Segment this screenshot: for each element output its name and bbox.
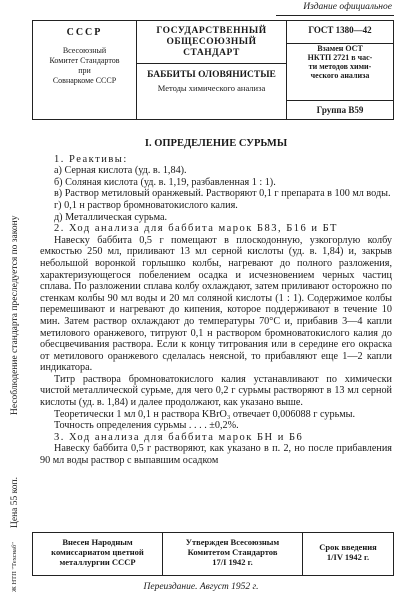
replaces-line: ти методов хими- bbox=[308, 62, 372, 71]
paragraph: Навеску баббита 0,5 г помещают в плоскодонную, узкогорлую колбу емкостью 250 мл, приливают 13 мл серной кислоты (уд. в. 1,84) и, закрыв небольшой воронкой горлышко колбы, нагревают до полного разложения, характеризующегося побелением осадка и исчезновением черных частиц сплава. По разложении сплава колбу охлаждают, затем приливают осторожно по стенкам колбы 90 мл воды и 20 мл соляной кислоты (1 : 1). Содержимое колбы перемешивают и нагревают до кипения, которое поддерживают в течение 10 мин. Затем раствор охлаждают до температуры 70°С и, прибавив 3—4 капли метилового оранжевого, титруют 0,1 н раствором бромноватокислого калия до обесцвечивания раствора. Если к концу титрования или в середине его окраска от метилового оранжевого сделалась неясной, то прибавляют еще 1—2 капли индикатора. bbox=[40, 234, 392, 374]
reprint-note: Переиздание. Август 1952 г. bbox=[143, 582, 259, 592]
side-legal-notice: Несоблюдение стандарта преследуется по закону bbox=[10, 215, 20, 415]
effective-line: Срок введения bbox=[319, 542, 377, 552]
paragraph: Теоретически 1 мл 0,1 н раствора KBrO₃ отвечает 0,006088 г сурьмы. bbox=[54, 408, 356, 420]
state-standard-heading bbox=[137, 26, 286, 59]
effective-date-cell bbox=[303, 533, 393, 575]
approved-line: 17/I 1942 г. bbox=[212, 557, 253, 567]
introduced-by-cell bbox=[33, 533, 163, 575]
state-standard-line: ОБЩЕСОЮЗНЫЙ СТАНДАРТ bbox=[166, 37, 257, 58]
header-table bbox=[32, 20, 394, 120]
divider bbox=[287, 100, 393, 101]
section-title: I. ОПРЕДЕЛЕНИЕ СУРЬМЫ bbox=[144, 138, 288, 149]
replaces-note bbox=[287, 44, 393, 80]
paragraph: Навеску баббита 0,5 г растворяют, как указано в п. 2, но после прибавления 90 мл воды раствор с выпавшим осадком bbox=[40, 443, 392, 467]
approved-line: Комитетом Стандартов bbox=[187, 547, 278, 557]
replaces-line: НКТП 2721 в час- bbox=[307, 53, 373, 62]
effective-line: 1/IV 1942 г. bbox=[326, 552, 370, 562]
edition-label: Издание официальное bbox=[303, 2, 392, 12]
side-printer: Ж НТП "Техснаб" bbox=[11, 542, 18, 592]
reagent-item: а) Серная кислота (уд. в. 1,84). bbox=[54, 165, 187, 177]
edition-underline bbox=[276, 15, 394, 16]
reagent-item: в) Раствор метиловый оранжевый. Растворяют 0,1 г препарата в 100 мл воды. bbox=[54, 188, 391, 200]
introduced-line: металлургии СССР bbox=[59, 557, 136, 567]
paragraph: Точность определения сурьмы . . . . ±0,2%. bbox=[54, 420, 239, 432]
footer-table bbox=[32, 532, 394, 576]
ussr-label: СССР bbox=[66, 27, 103, 38]
header-title-cell bbox=[137, 21, 287, 119]
gost-number: ГОСТ 1380—42 bbox=[308, 25, 372, 35]
committee-name bbox=[33, 46, 136, 86]
replaces-line: ческого анализа bbox=[310, 71, 370, 80]
introduced-line: комиссариатом цветной bbox=[51, 547, 144, 557]
header-gost-cell bbox=[287, 21, 393, 119]
standard-title: БАББИТЫ ОЛОВЯНИСТЫЕ bbox=[147, 70, 276, 80]
group-code: Группа В59 bbox=[316, 105, 364, 115]
state-standard-line: ГОСУДАРСТВЕННЫЙ bbox=[156, 26, 267, 36]
replaces-line: Взамен ОСТ bbox=[317, 44, 363, 53]
paragraph: Титр раствора бромноватокислого калия устанавливают по химически чистой металлической сурьме, для чего 0,2 г сурьмы растворяют в 13 мл серной кислоты (уд. в. 1,84) и далее продолжают, как указано выше. bbox=[40, 373, 392, 409]
document-body bbox=[40, 132, 392, 467]
analysis-heading-3: 3. Ход анализа для баббита марок БН и Б6 bbox=[54, 431, 304, 443]
side-price: Цена 55 коп. bbox=[10, 477, 20, 528]
introduced-line: Внесен Народным bbox=[62, 537, 133, 547]
committee-line: Совнаркоме СССР bbox=[52, 76, 117, 85]
approved-by-cell bbox=[163, 533, 303, 575]
committee-line: Комитет Стандартов bbox=[49, 56, 120, 65]
committee-line: при bbox=[78, 66, 91, 75]
standard-subtitle: Методы химического анализа bbox=[157, 83, 266, 93]
approved-line: Утвержден Всесоюзным bbox=[185, 537, 280, 547]
divider bbox=[137, 63, 286, 64]
header-committee-cell bbox=[33, 21, 137, 119]
reagents-heading: 1. Реактивы: bbox=[54, 153, 128, 165]
analysis-heading-2: 2. Ход анализа для баббита марок Б83, Б16 и БТ bbox=[54, 223, 338, 235]
divider bbox=[287, 43, 393, 44]
committee-line: Всесоюзный bbox=[62, 46, 107, 55]
reagent-item: б) Соляная кислота (уд. в. 1,19, разбавленная 1 : 1). bbox=[54, 176, 276, 188]
reagent-item: г) 0,1 н раствор бромноватокислого калия. bbox=[54, 199, 238, 211]
reagent-item: д) Металлическая сурьма. bbox=[54, 211, 168, 223]
